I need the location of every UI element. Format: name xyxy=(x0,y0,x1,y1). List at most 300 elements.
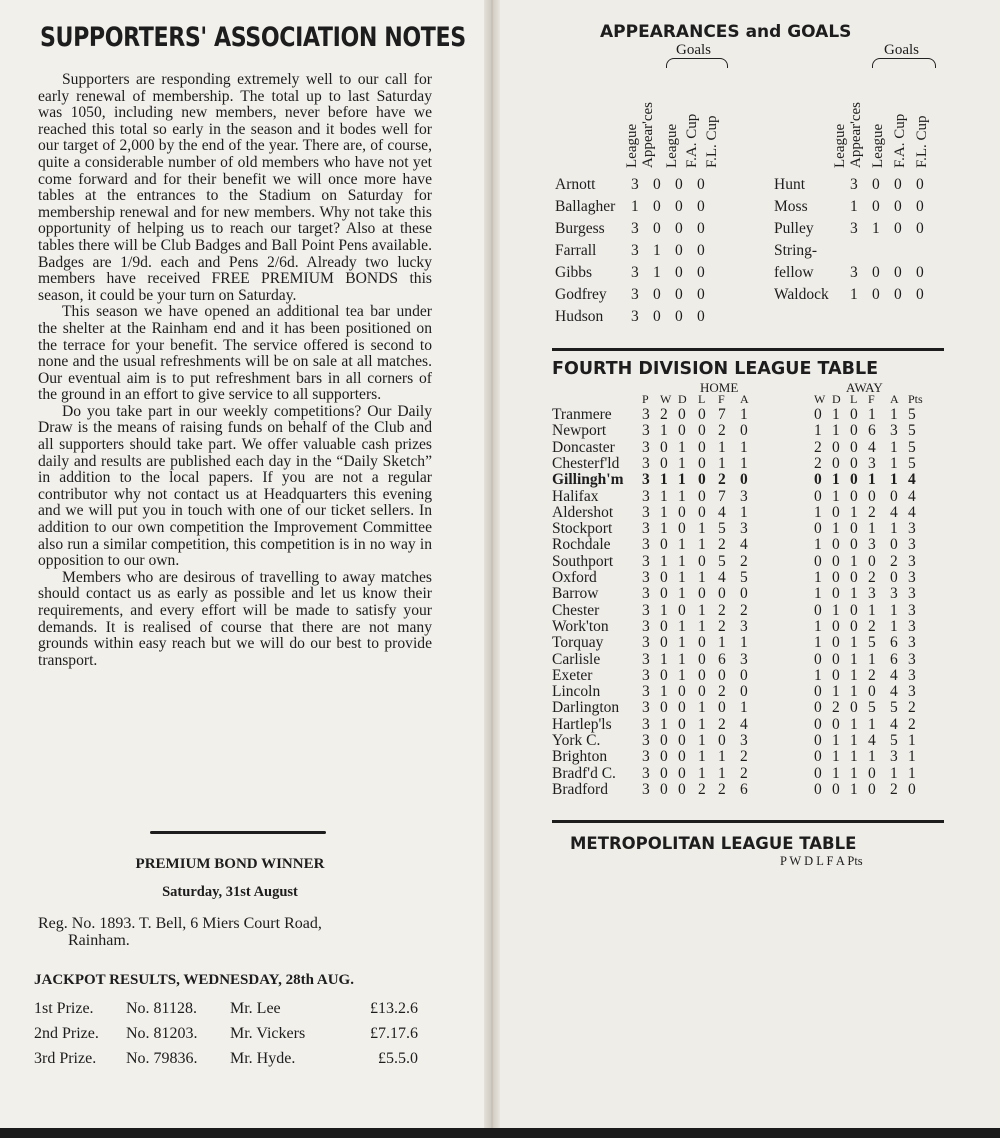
league-row xyxy=(552,782,952,798)
section-divider xyxy=(552,820,944,823)
player-name: Pulley xyxy=(774,220,814,237)
league-cell: 5 xyxy=(740,569,748,586)
league-cell: 0 xyxy=(740,422,748,440)
player-name: Godfrey xyxy=(555,286,607,303)
player-stat: 0 xyxy=(675,286,683,303)
league-cell: 0 xyxy=(850,520,858,538)
home-label: HOME xyxy=(700,380,739,395)
league-cell: 3 xyxy=(740,732,748,749)
player-stat: 3 xyxy=(850,176,858,193)
league-cell: 1 xyxy=(718,748,726,766)
premium-bond-date: Saturday, 31st August xyxy=(162,884,298,900)
league-cell: 1 xyxy=(850,552,858,570)
player-stat: 0 xyxy=(916,220,924,237)
league-cell: 2 xyxy=(718,471,726,489)
league-cell: 0 xyxy=(678,764,686,782)
league-row xyxy=(552,505,952,521)
player-stat: 1 xyxy=(653,264,661,281)
league-cell: 1 xyxy=(832,732,840,749)
team-name: Carlisle xyxy=(552,650,601,668)
player-row xyxy=(555,286,755,306)
player-row xyxy=(555,242,755,262)
league-cell: 3 xyxy=(908,585,916,603)
league-cell: 1 xyxy=(890,438,898,456)
league-cell: 3 xyxy=(642,422,650,440)
league-cell: 0 xyxy=(698,683,706,701)
league-row xyxy=(552,554,952,570)
player-stat: 3 xyxy=(631,286,639,303)
league-cell: 0 xyxy=(832,650,840,668)
player-stat: 0 xyxy=(675,220,683,237)
prize-number: No. 81203. xyxy=(126,1025,198,1042)
league-cell: 0 xyxy=(832,454,840,472)
player-stat: 0 xyxy=(872,176,880,193)
league-cell: 3 xyxy=(642,406,650,423)
team-name: Newport xyxy=(552,422,607,440)
player-row xyxy=(555,198,755,218)
paragraph: Members who are desirous of travelling to away matches should contact us as early as possible and let us know their requirements, and every effort will be made to satisfy your demands. It is realised of course that there are not many grounds within easy reach but we will do our best to provide transport. xyxy=(38,568,432,669)
player-stat: 3 xyxy=(631,176,639,193)
league-cell: 1 xyxy=(740,406,748,423)
league-cell: 1 xyxy=(832,601,840,619)
player-name: Hudson xyxy=(555,308,604,325)
appearances-title: APPEARANCES and GOALS xyxy=(600,22,852,42)
team-name: Southport xyxy=(552,552,614,570)
league-cell: 1 xyxy=(678,617,686,635)
league-cell: 5 xyxy=(718,552,726,570)
league-cell: 2 xyxy=(718,536,726,554)
league-cell: 1 xyxy=(868,601,876,619)
league-cell: 0 xyxy=(660,454,668,472)
league-cell: 2 xyxy=(698,780,706,798)
team-name: Gillingh'm xyxy=(552,471,624,489)
league-cell: 0 xyxy=(850,406,858,423)
league-cell: 0 xyxy=(740,585,748,603)
league-cell: 2 xyxy=(718,683,726,701)
league-cell: 0 xyxy=(678,683,686,701)
team-name: Doncaster xyxy=(552,438,615,456)
league-cell: 5 xyxy=(890,732,898,749)
prize-number: No. 79836. xyxy=(126,1050,198,1067)
player-row xyxy=(774,286,974,306)
league-cell: 3 xyxy=(868,585,876,603)
paragraph: This season we have opened an additional tea bar under the shelter at the Rainham end and it has been positioned on the terrace for your benefit. The service offered is second to none and the usual refreshments will be on sale at all matches. Our eventual aim is to put refreshment bars in all corners of the ground in an effort to give service to all supporters. xyxy=(38,303,432,404)
league-cell: 1 xyxy=(814,536,822,554)
team-name: Rochdale xyxy=(552,536,611,554)
league-cell: 3 xyxy=(642,536,650,554)
player-stat: 3 xyxy=(631,308,639,325)
league-cell: 1 xyxy=(660,422,668,440)
league-cell: 1 xyxy=(890,764,898,782)
league-cell: 4 xyxy=(740,536,748,554)
league-cell: 1 xyxy=(660,683,668,701)
player-stat: 1 xyxy=(653,242,661,259)
league-cell: 2 xyxy=(868,503,876,521)
league-cell: 0 xyxy=(698,487,706,505)
league-cell: 2 xyxy=(890,780,898,798)
league-row xyxy=(552,700,952,716)
player-stat: 0 xyxy=(894,220,902,237)
league-cell: 2 xyxy=(740,748,748,766)
league-cell: 2 xyxy=(908,715,916,733)
league-cell: 1 xyxy=(678,454,686,472)
league-cell: 0 xyxy=(678,699,686,717)
league-cell: 0 xyxy=(832,552,840,570)
league-cell: 0 xyxy=(814,487,822,505)
league-cell: 1 xyxy=(660,503,668,521)
league-cell: 0 xyxy=(678,422,686,440)
league-cell: 1 xyxy=(718,454,726,472)
league-cell: 1 xyxy=(698,764,706,782)
league-cell: 4 xyxy=(868,732,876,749)
league-cell: 5 xyxy=(718,520,726,538)
bottom-edge xyxy=(0,1128,1000,1138)
league-cell: 3 xyxy=(642,471,650,489)
league-cell: 0 xyxy=(660,764,668,782)
league-cell: 3 xyxy=(642,454,650,472)
league-cell: 1 xyxy=(698,601,706,619)
league-cell: 0 xyxy=(660,699,668,717)
player-row xyxy=(774,220,974,240)
prize-place: 2nd Prize. xyxy=(34,1025,99,1042)
player-stat: 3 xyxy=(631,264,639,281)
paragraph: Supporters are responding extremely well to our call for early renewal of membership. The total up to last Saturday was 1050, including new members, never before have we reached this total so early in the season and it bodes well for our target of 2,000 by the end of the year. There are, of course, quite a considerable number of old members who have not yet come forward and for their benefit we will once more have tables at the entrances to the Stadium on Saturday for membership renewal and for new members. Why not take this opportunity of helping us to reach our target? Also at these tables there will be Club Badges and Ball Point Pens available. Badges are 1/9d. each and Pens 2/6d. Already two lucky members have received FREE PREMIUM BONDS this season, it could be your turn on Saturday. xyxy=(38,71,432,304)
player-row xyxy=(555,220,755,240)
league-cell: 3 xyxy=(908,666,916,684)
fourth-division-title: FOURTH DIVISION LEAGUE TABLE xyxy=(552,359,879,379)
league-cell: 2 xyxy=(660,406,668,423)
player-stat: 0 xyxy=(872,264,880,281)
league-row xyxy=(552,635,952,651)
league-cell: 2 xyxy=(814,454,822,472)
league-cell: 3 xyxy=(740,617,748,635)
league-cell: 0 xyxy=(678,715,686,733)
league-col-header: D xyxy=(678,392,687,406)
league-cell: 3 xyxy=(642,487,650,505)
league-row xyxy=(552,717,952,733)
league-cell: 0 xyxy=(698,585,706,603)
prize-amount: £7.17.6 xyxy=(370,1025,418,1042)
league-cell: 1 xyxy=(832,487,840,505)
league-cell: 3 xyxy=(642,617,650,635)
league-cell: 4 xyxy=(908,503,916,521)
league-cell: 0 xyxy=(718,699,726,717)
league-cell: 2 xyxy=(740,552,748,570)
league-cell: 4 xyxy=(890,715,898,733)
league-cell: 0 xyxy=(698,438,706,456)
league-row xyxy=(552,652,952,668)
league-cell: 1 xyxy=(718,438,726,456)
league-cell: 1 xyxy=(660,601,668,619)
league-cell: 2 xyxy=(868,569,876,586)
league-cell: 0 xyxy=(698,422,706,440)
league-cell: 0 xyxy=(814,552,822,570)
league-cell: 0 xyxy=(868,780,876,798)
league-cell: 0 xyxy=(868,552,876,570)
league-cell: 0 xyxy=(868,683,876,701)
player-stat: 0 xyxy=(675,242,683,259)
league-cell: 1 xyxy=(698,748,706,766)
col-header-text: League xyxy=(664,123,680,168)
metropolitan-title: METROPOLITAN LEAGUE TABLE xyxy=(570,834,857,853)
league-cell: 1 xyxy=(718,634,726,652)
league-cell: 0 xyxy=(698,666,706,684)
prize-amount: £5.5.0 xyxy=(378,1050,418,1067)
league-cell: 3 xyxy=(740,520,748,538)
prize-place: 1st Prize. xyxy=(34,1000,94,1017)
player-stat: 0 xyxy=(675,264,683,281)
league-col-header: A xyxy=(740,392,749,406)
league-cell: 0 xyxy=(850,617,858,635)
league-cell: 1 xyxy=(850,715,858,733)
league-cell: 3 xyxy=(740,650,748,668)
league-cell: 4 xyxy=(890,683,898,701)
league-cell: 1 xyxy=(850,634,858,652)
league-cell: 3 xyxy=(908,650,916,668)
league-cell: 5 xyxy=(868,634,876,652)
league-cell: 0 xyxy=(660,585,668,603)
league-cell: 0 xyxy=(868,764,876,782)
league-cell: 1 xyxy=(740,438,748,456)
team-name: Exeter xyxy=(552,666,593,684)
team-name: Torquay xyxy=(552,634,604,652)
player-name: Farrall xyxy=(555,242,597,259)
league-cell: 1 xyxy=(660,471,668,489)
metropolitan-columns: P W D L F A Pts xyxy=(780,854,863,868)
league-col-header: F xyxy=(868,392,875,406)
away-label: AWAY xyxy=(846,380,883,395)
league-cell: 1 xyxy=(832,764,840,782)
player-stat: 0 xyxy=(697,286,705,303)
league-cell: 0 xyxy=(814,471,822,489)
league-cell: 1 xyxy=(868,471,876,489)
league-cell: 1 xyxy=(850,585,858,603)
prize-name: Mr. Lee xyxy=(230,1000,281,1017)
league-cell: 0 xyxy=(698,503,706,521)
league-cell: 1 xyxy=(814,503,822,521)
league-col-header: W xyxy=(660,392,672,406)
league-cell: 0 xyxy=(850,422,858,440)
league-cell: 0 xyxy=(814,406,822,423)
league-row xyxy=(552,749,952,765)
league-cell: 3 xyxy=(642,683,650,701)
prize-number: No. 81128. xyxy=(126,1000,197,1017)
team-name: Oxford xyxy=(552,569,597,586)
league-row xyxy=(552,619,952,635)
league-cell: 1 xyxy=(814,585,822,603)
league-cell: 3 xyxy=(642,732,650,749)
league-cell: 0 xyxy=(678,503,686,521)
league-cell: 3 xyxy=(908,617,916,635)
league-row xyxy=(552,440,952,456)
page-spine xyxy=(484,0,500,1128)
player-row xyxy=(555,176,755,196)
league-cell: 1 xyxy=(868,650,876,668)
team-name: Stockport xyxy=(552,520,613,538)
league-cell: 0 xyxy=(740,666,748,684)
team-name: Barrow xyxy=(552,585,599,603)
league-cell: 3 xyxy=(642,634,650,652)
league-cell: 1 xyxy=(660,715,668,733)
league-col-header: W xyxy=(814,392,826,406)
league-cell: 0 xyxy=(832,617,840,635)
league-cell: 1 xyxy=(832,406,840,423)
league-cell: 5 xyxy=(908,438,916,456)
league-cell: 0 xyxy=(814,764,822,782)
league-cell: 0 xyxy=(678,748,686,766)
league-cell: 0 xyxy=(660,569,668,586)
league-cell: 1 xyxy=(678,666,686,684)
prize-amount: £13.2.6 xyxy=(370,1000,418,1017)
league-cell: 1 xyxy=(678,487,686,505)
col-header-text: Appear'ces xyxy=(848,102,864,168)
team-name: Brighton xyxy=(552,748,608,766)
league-cell: 1 xyxy=(740,634,748,652)
league-cell: 0 xyxy=(850,536,858,554)
league-cell: 0 xyxy=(814,732,822,749)
league-col-header: L xyxy=(850,392,858,406)
league-cell: 2 xyxy=(718,780,726,798)
winner-line: Rainham. xyxy=(68,932,130,949)
league-cell: 0 xyxy=(832,569,840,586)
league-cell: 1 xyxy=(718,764,726,782)
league-cell: 0 xyxy=(890,487,898,505)
player-stat: 0 xyxy=(697,176,705,193)
league-cell: 1 xyxy=(814,666,822,684)
league-cell: 0 xyxy=(890,569,898,586)
player-stat: 1 xyxy=(872,220,880,237)
league-col-header: Pts xyxy=(908,392,923,406)
league-cell: 2 xyxy=(718,715,726,733)
player-name: Gibbs xyxy=(555,264,593,281)
player-row xyxy=(555,264,755,284)
league-cell: 0 xyxy=(850,471,858,489)
league-cell: 0 xyxy=(718,666,726,684)
player-row xyxy=(774,242,974,262)
league-cell: 0 xyxy=(814,780,822,798)
league-cell: 1 xyxy=(832,422,840,440)
col-header-text: League xyxy=(870,123,886,168)
league-cell: 1 xyxy=(698,536,706,554)
col-header-text: League xyxy=(624,123,640,168)
player-row xyxy=(774,198,974,218)
league-col-header: P xyxy=(642,392,649,406)
league-row xyxy=(552,489,952,505)
league-cell: 1 xyxy=(868,520,876,538)
player-stat: 0 xyxy=(697,264,705,281)
player-name: String- xyxy=(774,242,818,259)
league-cell: 0 xyxy=(698,471,706,489)
league-cell: 4 xyxy=(868,438,876,456)
league-cell: 1 xyxy=(832,683,840,701)
prize-row xyxy=(34,1000,434,1020)
league-cell: 3 xyxy=(908,520,916,538)
league-cell: 1 xyxy=(698,617,706,635)
league-cell: 2 xyxy=(814,438,822,456)
league-cell: 0 xyxy=(832,780,840,798)
league-cell: 1 xyxy=(814,617,822,635)
league-cell: 4 xyxy=(890,666,898,684)
player-stat: 1 xyxy=(631,198,639,215)
league-cell: 1 xyxy=(850,764,858,782)
league-cell: 2 xyxy=(718,601,726,619)
league-cell: 0 xyxy=(832,503,840,521)
section-divider xyxy=(150,831,326,834)
league-cell: 0 xyxy=(832,715,840,733)
league-cell: 3 xyxy=(740,487,748,505)
league-cell: 3 xyxy=(642,601,650,619)
league-cell: 0 xyxy=(850,601,858,619)
league-cell: 3 xyxy=(642,569,650,586)
team-name: York C. xyxy=(552,732,601,749)
league-row xyxy=(552,456,952,472)
col-header-text: F.L. Cup xyxy=(704,115,720,168)
league-cell: 3 xyxy=(890,748,898,766)
league-cell: 1 xyxy=(678,634,686,652)
league-row xyxy=(552,423,952,439)
col-header-fl-cup xyxy=(916,56,956,168)
league-col-header: F xyxy=(718,392,725,406)
league-cell: 3 xyxy=(642,520,650,538)
league-cell: 0 xyxy=(814,748,822,766)
league-cell: 4 xyxy=(890,503,898,521)
player-stat: 0 xyxy=(894,264,902,281)
player-stat: 0 xyxy=(697,220,705,237)
league-cell: 1 xyxy=(740,699,748,717)
league-cell: 1 xyxy=(890,601,898,619)
player-name: fellow xyxy=(774,264,814,281)
team-name: Tranmere xyxy=(552,406,612,423)
league-cell: 0 xyxy=(698,552,706,570)
league-cell: 0 xyxy=(908,780,916,798)
league-cell: 7 xyxy=(718,406,726,423)
col-header-text: F.A. Cup xyxy=(684,113,700,168)
league-cell: 0 xyxy=(832,536,840,554)
league-cell: 1 xyxy=(868,715,876,733)
jackpot-title: JACKPOT RESULTS, WEDNESDAY, 28th AUG. xyxy=(34,972,354,988)
league-cell: 3 xyxy=(642,650,650,668)
league-cell: 0 xyxy=(660,748,668,766)
player-stat: 0 xyxy=(872,198,880,215)
team-name: Halifax xyxy=(552,487,599,505)
league-row xyxy=(552,570,952,586)
league-cell: 0 xyxy=(814,715,822,733)
league-cell: 5 xyxy=(890,699,898,717)
league-cell: 0 xyxy=(850,487,858,505)
league-cell: 1 xyxy=(890,520,898,538)
player-stat: 0 xyxy=(653,220,661,237)
player-stat: 1 xyxy=(850,286,858,303)
league-cell: 0 xyxy=(832,634,840,652)
league-cell: 2 xyxy=(868,666,876,684)
league-cell: 6 xyxy=(890,634,898,652)
league-cell: 1 xyxy=(660,520,668,538)
player-stat: 0 xyxy=(894,176,902,193)
league-col-header: L xyxy=(698,392,706,406)
league-row xyxy=(552,521,952,537)
player-stat: 3 xyxy=(850,264,858,281)
league-cell: 0 xyxy=(698,650,706,668)
player-row xyxy=(774,264,974,284)
player-stat: 0 xyxy=(697,198,705,215)
league-cell: 1 xyxy=(850,780,858,798)
league-cell: 1 xyxy=(678,438,686,456)
league-cell: 5 xyxy=(868,699,876,717)
player-row xyxy=(555,308,755,328)
league-cell: 0 xyxy=(698,454,706,472)
league-cell: 1 xyxy=(698,715,706,733)
league-cell: 3 xyxy=(642,715,650,733)
